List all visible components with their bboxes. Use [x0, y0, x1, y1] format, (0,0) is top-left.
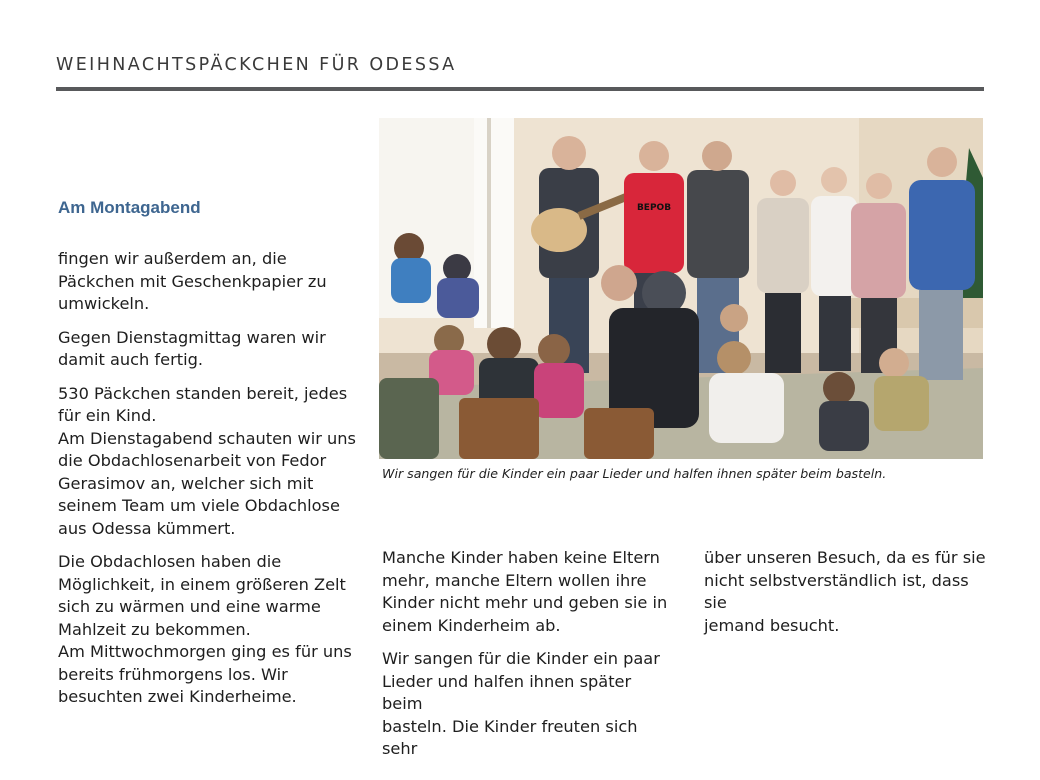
text-column-middle: [382, 547, 672, 772]
paragraph: Manche Kinder haben keine Eltern mehr, manche Eltern wollen ihre Kinder nicht mehr und geben sie in einem Kinderheim ab.: [382, 548, 668, 635]
photo-caption: Wir sangen für die Kinder ein paar Lieder und halfen ihnen später beim basteln.: [382, 466, 887, 481]
photo-singing-children: [379, 118, 983, 459]
paragraph: Wir sangen für die Kinder ein paar Lieder und halfen ihnen später beim basteln. Die Kinder freuten sich sehr: [382, 649, 660, 758]
text-column-left: [58, 248, 358, 720]
text-column-right: [704, 547, 994, 648]
shirt-print-text: BEPOB: [636, 203, 672, 213]
paragraph: über unseren Besuch, da es für sie nicht selbstverständlich ist, dass sie jemand besucht.: [704, 548, 986, 635]
section-subheading: Am Montagabend: [58, 198, 201, 217]
paragraph: 530 Päckchen standen bereit, jedes für ein Kind. Am Dienstagabend schauten wir uns die Obdachlosenarbeit von Fedor Gerasimov an, welcher sich mit seinem Team um viele Obdachlose aus Odessa kümmert.: [58, 383, 356, 538]
paragraph: Die Obdachlosen haben die Möglichkeit, in einem größeren Zelt sich zu wärmen und eine warme Mahlzeit zu bekommen. Am Mittwochmorgen ging es für uns bereits frühmorgens los. Wir besuchten zwei Kinderheime.: [58, 552, 352, 706]
page-title: WEIHNACHTSPÄCKCHEN FÜR ODESSA: [56, 55, 457, 75]
title-divider: [56, 87, 984, 91]
paragraph: fingen wir außerdem an, die Päckchen mit Geschenkpapier zu umwickeln.: [58, 249, 327, 313]
paragraph: Gegen Dienstagmittag waren wir damit auch fertig.: [58, 327, 326, 369]
